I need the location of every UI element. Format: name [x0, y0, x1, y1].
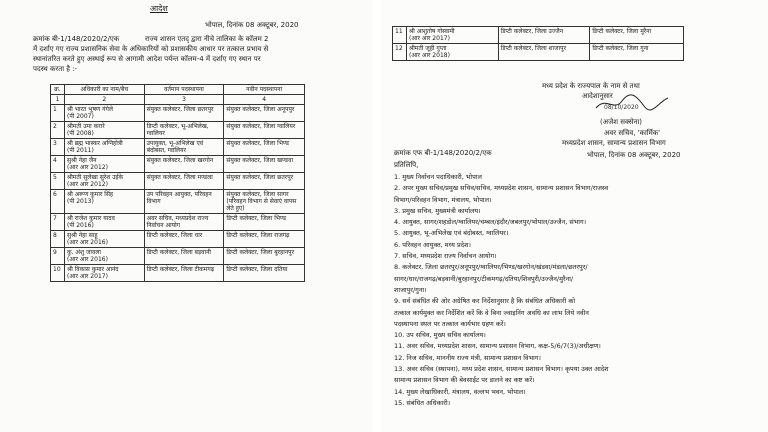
copy-to-label: प्रतिलिपि, — [394, 161, 419, 169]
current-posting-cell: डिप्टी कलेक्टर, जिला धार — [144, 231, 224, 248]
new-posting-cell: संयुक्त कलेक्टर, जिला ग्वालियर — [224, 122, 305, 139]
officer-name: श्री ब्रह्म भास्कर अग्निहोत्री — [66, 140, 123, 147]
serial-cell: 11 — [393, 27, 407, 44]
intro-line-2: में दर्शाए गए राज्य प्रशासनिक सेवा के अधिकारियों को प्रशासकीय आधार पर तत्काल प्रभाव से — [33, 45, 269, 53]
copy-list — [394, 172, 764, 409]
new-posting-cell: डिप्टी कलेक्टर, जिला राजगढ़ — [224, 231, 305, 248]
table-row — [51, 139, 305, 156]
current-posting-cell: डिप्टी कलेक्टर, जिला बड़वानी — [144, 248, 224, 265]
officer-cell — [64, 248, 144, 265]
intro-line-3: स्थानांतरित करते हुए अस्थाई रूप से आगामी आदेश पर्यन्त कॉलम-4 में दर्शाए गए स्थान पर — [33, 55, 261, 63]
current-posting-cell: उपायुक्त, भू-अभिलेख एवं बंदोबस्त, ग्वालियर — [144, 139, 224, 156]
col-header-serial: क्र. — [51, 85, 65, 95]
order-heading: आदेश — [150, 4, 168, 13]
copy-list-line: 11. अवर सचिव, मध्यप्रदेश शासन, सामान्य प्रशासन विभाग, कक्ष-5/6/7(3)/अधीक्षण। — [394, 342, 601, 351]
signatory-title: अवर सचिव, 'कार्मिक' — [604, 129, 661, 137]
governor-line-1: मध्य प्रदेश के राज्यपाल के नाम से तथा — [542, 82, 640, 90]
col-header-officer: अधिकारी का नाम/बैच — [64, 85, 144, 95]
new-posting-cell: डिप्टी कलेक्टर, जिला बुरहानपुर — [224, 248, 305, 265]
officer-name: सुश्री नेहा जैन — [66, 157, 97, 164]
officer-cell — [64, 214, 144, 231]
new-posting-cell: संयुक्त कलेक्टर, जिला सागर (परिवहन विभाग से सेवाएं वापस लेते हुए) — [224, 190, 305, 214]
officer-name: श्रीमती जूही गुप्ता — [408, 45, 447, 52]
table-row — [51, 105, 305, 122]
current-posting-cell: डिप्टी कलेक्टर, जिला शाजापुर — [498, 44, 590, 61]
copy-list-line: 13. अवर सचिव (स्थापना), मध्य प्रदेश शासन, सामान्य प्रशासन विभाग। कृपया उक्त आदेश — [394, 365, 609, 374]
officer-batch: (आर आर 2012) — [66, 181, 108, 188]
officer-batch: (पी 2011) — [66, 147, 94, 154]
officer-name: श्री राजेश कुमार यादव — [66, 215, 115, 222]
governor-line-2: आदेशानुसार — [582, 92, 613, 100]
officer-batch: (पी 2016) — [66, 222, 94, 229]
copy-list-line: सागर/धार/राजगढ़/बड़वानी/बुरहानपुर/टीकमगढ़/दतिया/शिवपुरी/उज्जैन/मुरैना/ — [394, 274, 574, 283]
current-posting-cell: उप परिवहन आयुक्त, परिवहन विभाग — [144, 190, 224, 214]
officer-cell — [64, 139, 144, 156]
copy-list-line: शाजापुर/गुना। — [394, 285, 427, 294]
new-posting-cell: डिप्टी कलेक्टर, जिला भिण्ड — [224, 214, 305, 231]
serial-cell: 7 — [51, 214, 65, 231]
new-posting-cell: डिप्टी कलेक्टर, जिला गुना — [590, 44, 684, 61]
col-number: 3 — [144, 95, 224, 105]
table-row — [393, 44, 684, 61]
officer-cell — [64, 231, 144, 248]
copy-list-line: 15. संबंधित अधिकारी। — [394, 398, 451, 407]
col-number: 2 — [64, 95, 144, 105]
copy-list-line: 7. सचिव, मध्यप्रदेश राज्य निर्वाचन आयोग। — [394, 252, 497, 261]
copy-list-line: 9. सर्व संबंधित की ओर अग्रेषित कर निर्देशानुसार है कि संबंधित अधिकारी को — [394, 297, 576, 306]
current-posting-cell: अवर सचिव, मध्यप्रदेश राज्य निर्वाचन आयोग — [144, 214, 224, 231]
col-number: 1 — [51, 95, 65, 105]
copy-list-line: विभाग/परिवहन विभाग, मंत्रालय, भोपाल। — [394, 195, 492, 204]
officer-batch: (आर आर 2017) — [408, 35, 450, 42]
officer-name: श्री भारत भूषण गंगेले — [66, 106, 114, 113]
endorsement-number: क्रमांक एफ बी-1/148/2020/2/एक — [394, 149, 492, 157]
officer-batch: (आर आर 2016) — [66, 256, 108, 263]
current-posting-cell: संयुक्त कलेक्टर, जिला छतरपुर — [144, 105, 224, 122]
current-posting-cell: संयुक्त कलेक्टर, जिला मण्डला — [144, 173, 224, 190]
serial-cell: 8 — [51, 231, 65, 248]
officer-batch: (पी 2013) — [66, 198, 94, 205]
officer-cell — [406, 27, 498, 44]
officer-name: कु. अंशु जावला — [66, 249, 101, 256]
officer-cell — [406, 44, 498, 61]
intro-line-1: राज्य शासन एतद् द्वारा नीचे तालिका के कॉलम 2 — [145, 35, 269, 43]
table-row — [393, 27, 684, 44]
signatory-name: (अजेश सक्सेना) — [600, 118, 642, 126]
current-posting-cell: डिप्टी कलेक्टर, जिला टीकमगढ़ — [144, 265, 224, 282]
serial-cell: 4 — [51, 156, 65, 173]
endorsement-date: भोपाल, दिनांक 08 अक्टूबर, 2020 — [587, 151, 681, 159]
table-row — [51, 248, 305, 265]
current-posting-cell: डिप्टी कलेक्टर, भू-अभिलेख, ग्वालियर — [144, 122, 224, 139]
new-posting-cell: संयुक्त कलेक्टर, जिला अनूपपुर — [224, 105, 305, 122]
transfer-table-continued — [392, 26, 684, 61]
officer-name: श्रीमती उमा करारे — [66, 123, 105, 130]
table-row — [51, 122, 305, 139]
table-row — [51, 156, 305, 173]
table-row — [51, 231, 305, 248]
officer-cell — [64, 122, 144, 139]
copy-list-line: तत्काल कार्यमुक्त कर निर्देशित करें कि वे बिना ज्वाइनिंग अवधि का लाभ लिये नवीन — [394, 308, 589, 317]
table-number-row — [51, 95, 305, 105]
new-posting-cell: संयुक्त कलेक्टर, जिला छतरपुर — [224, 173, 305, 190]
current-posting-cell: डिप्टी कलेक्टर, जिला उज्जैन — [498, 27, 590, 44]
serial-cell: 1 — [51, 105, 65, 122]
officer-batch: (पी 2008) — [66, 130, 94, 137]
officer-batch: (आर आर 2016) — [66, 239, 108, 246]
copy-list-line: 4. आयुक्त, सागर/शहडोल/ग्वालियर/चम्बल/इंदौर/जबलपुर/भोपाल/उज्जैन, संभाग। — [394, 218, 587, 227]
order-page-1 — [0, 0, 372, 432]
officer-cell — [64, 190, 144, 214]
officer-cell — [64, 105, 144, 122]
serial-cell: 3 — [51, 139, 65, 156]
serial-cell: 2 — [51, 122, 65, 139]
table-header-row — [51, 85, 305, 95]
copy-list-line: 14. मुख्य लेखाधिकारी, मंत्रालय, वल्लभ भवन, भोपाल। — [394, 387, 526, 396]
order-number: क्रमांक बी-1/148/2020/2/एक — [33, 35, 120, 43]
col-header-current: वर्तमान पदस्थापना — [144, 85, 224, 95]
officer-batch: (आर आर 2018) — [408, 52, 450, 59]
place-date: भोपाल, दिनांक 08 अक्टूबर, 2020 — [205, 21, 299, 29]
table-row — [51, 214, 305, 231]
officer-batch: (आर आर 2017) — [66, 273, 108, 280]
intro-line-4: पदस्थ करता है :- — [33, 65, 78, 73]
signature-date: 08/10/2020 — [604, 104, 639, 111]
signatory-department: मध्यप्रदेश शासन, सामान्य प्रशासन विभाग — [562, 139, 666, 147]
copy-list-line: पदस्थापना स्थल पर तत्काल कार्यभार ग्रहण करें। — [394, 319, 506, 328]
col-number: 4 — [224, 95, 305, 105]
transfer-table — [50, 84, 305, 282]
current-posting-cell: संयुक्त कलेक्टर, जिला खरगोन — [144, 156, 224, 173]
table-row — [51, 190, 305, 214]
officer-name: सुश्री नेहा साहू — [66, 232, 98, 239]
copy-list-line: सामान्य प्रशासन विभाग की बेवसाईट पर डालने का कष्ट करें। — [394, 376, 535, 385]
col-header-new: नवीन पदस्थापना — [224, 85, 305, 95]
serial-cell: 6 — [51, 190, 65, 214]
copy-list-line: 8. कलेक्टर, जिला छतरपुर/अनूपपुर/ग्वालियर/भिण्ड/खरगोन/खंडवा/मंडला/छतरपुर/ — [394, 263, 588, 272]
officer-cell — [64, 265, 144, 282]
serial-cell: 12 — [393, 44, 407, 61]
officer-batch: (पी 2007) — [66, 113, 94, 120]
officer-name: श्री विकास कुमार आनंद — [66, 266, 119, 273]
officer-cell — [64, 173, 144, 190]
copy-list-line: 5. आयुक्त, भू-अभिलेख एवं बंदोबस्त, ग्वालियर। — [394, 229, 509, 238]
serial-cell: 9 — [51, 248, 65, 265]
copy-list-line: 3. प्रमुख सचिव, मुख्यमंत्री कार्यालय। — [394, 206, 481, 215]
officer-name: श्री आशुतोष गोस्वामी — [408, 28, 455, 35]
new-posting-cell: डिप्टी कलेक्टर, जिला दतिया — [224, 265, 305, 282]
serial-cell: 10 — [51, 265, 65, 282]
copy-list-line: 6. परिवहन आयुक्त, मध्य प्रदेश। — [394, 240, 471, 249]
new-posting-cell: डिप्टी कलेक्टर, जिला मुरैना — [590, 27, 684, 44]
new-posting-cell: संयुक्त कलेक्टर, जिला खण्डवा — [224, 156, 305, 173]
copy-list-line: 10. उप सचिव, मुख्य सचिव कार्यालय। — [394, 331, 486, 340]
page-gap — [372, 0, 382, 432]
copy-list-line: 12. निज सचिव, माननीय राज्य मंत्री, सामान्य प्रशासन विभाग। — [394, 353, 541, 362]
officer-name: श्री अरूण कुमार सिंह — [66, 191, 114, 198]
table-row — [51, 173, 305, 190]
handwritten-signature — [592, 92, 672, 114]
officer-cell — [64, 156, 144, 173]
officer-batch: (आर आर 2012) — [66, 164, 108, 171]
new-posting-cell: संयुक्त कलेक्टर, जिला भिण्ड — [224, 139, 305, 156]
order-page-2 — [382, 0, 768, 432]
serial-cell: 5 — [51, 173, 65, 190]
copy-list-line: 1. मुख्य निर्वाचन पदाधिकारी, भोपाल — [394, 173, 482, 181]
table-row — [51, 265, 305, 282]
copy-list-line: 2. अपर मुख्य सचिव/प्रमुख सचिव/सचिव, मध्यप्रदेश शासन, सामान्य प्रशासन विभाग/राजस्व — [394, 184, 609, 193]
officer-name: श्रीमती सुलेखा सुरेश उईके — [66, 174, 124, 181]
